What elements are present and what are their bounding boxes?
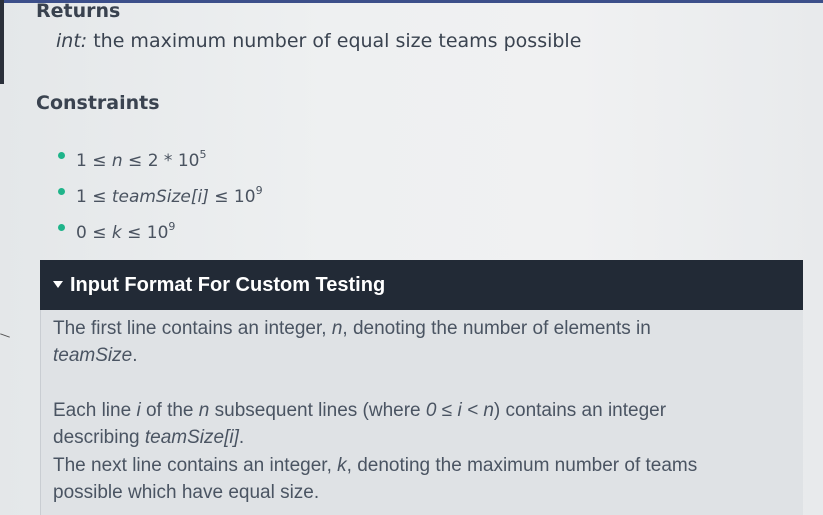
constraints-list xyxy=(58,143,263,251)
input-format-paragraph-3: The next line contains an integer, k, denoting the maximum number of teams possible which have equal size. xyxy=(53,455,698,503)
constraint-item xyxy=(58,215,263,251)
left-rule xyxy=(0,0,4,84)
input-format-paragraph-2: Each line i of the n subsequent lines (where 0 ≤ i < n) contains an integer describing teamSize[i]. xyxy=(53,400,667,448)
caret-down-icon xyxy=(53,281,63,288)
constraint-variable: teamSize[i] xyxy=(111,187,209,207)
constraint-item xyxy=(58,143,263,179)
returns-heading: Returns xyxy=(36,0,121,22)
constraint-text: ≤ 10 xyxy=(121,223,169,243)
edge-mark xyxy=(0,333,10,337)
constraint-text: ≤ 2 * 10 xyxy=(122,151,200,171)
return-type: int: xyxy=(56,30,88,52)
constraint-text: 1 ≤ xyxy=(76,151,112,171)
bullet-icon xyxy=(58,152,65,159)
input-format-heading: Input Format For Custom Testing xyxy=(70,274,386,296)
constraint-variable: n xyxy=(111,151,123,171)
bullet-icon xyxy=(58,224,65,231)
constraint-text: 1 ≤ xyxy=(76,187,112,207)
constraint-text: 0 ≤ xyxy=(76,223,112,243)
constraint-exponent: 5 xyxy=(199,148,207,161)
constraints-heading: Constraints xyxy=(36,92,160,114)
input-format-paragraph-1: The first line contains an integer, n, denoting the number of elements in teamSize. xyxy=(53,318,651,366)
constraint-exponent: 9 xyxy=(168,220,176,233)
constraint-exponent: 9 xyxy=(255,184,263,197)
top-accent-bar xyxy=(0,0,823,3)
constraint-text: ≤ 10 xyxy=(208,187,256,207)
constraint-item xyxy=(58,179,263,215)
returns-description xyxy=(56,30,581,52)
bullet-icon xyxy=(58,188,65,195)
input-format-toggle[interactable] xyxy=(40,260,803,310)
return-text: the maximum number of equal size teams possible xyxy=(87,30,582,52)
constraint-variable: k xyxy=(111,223,122,243)
